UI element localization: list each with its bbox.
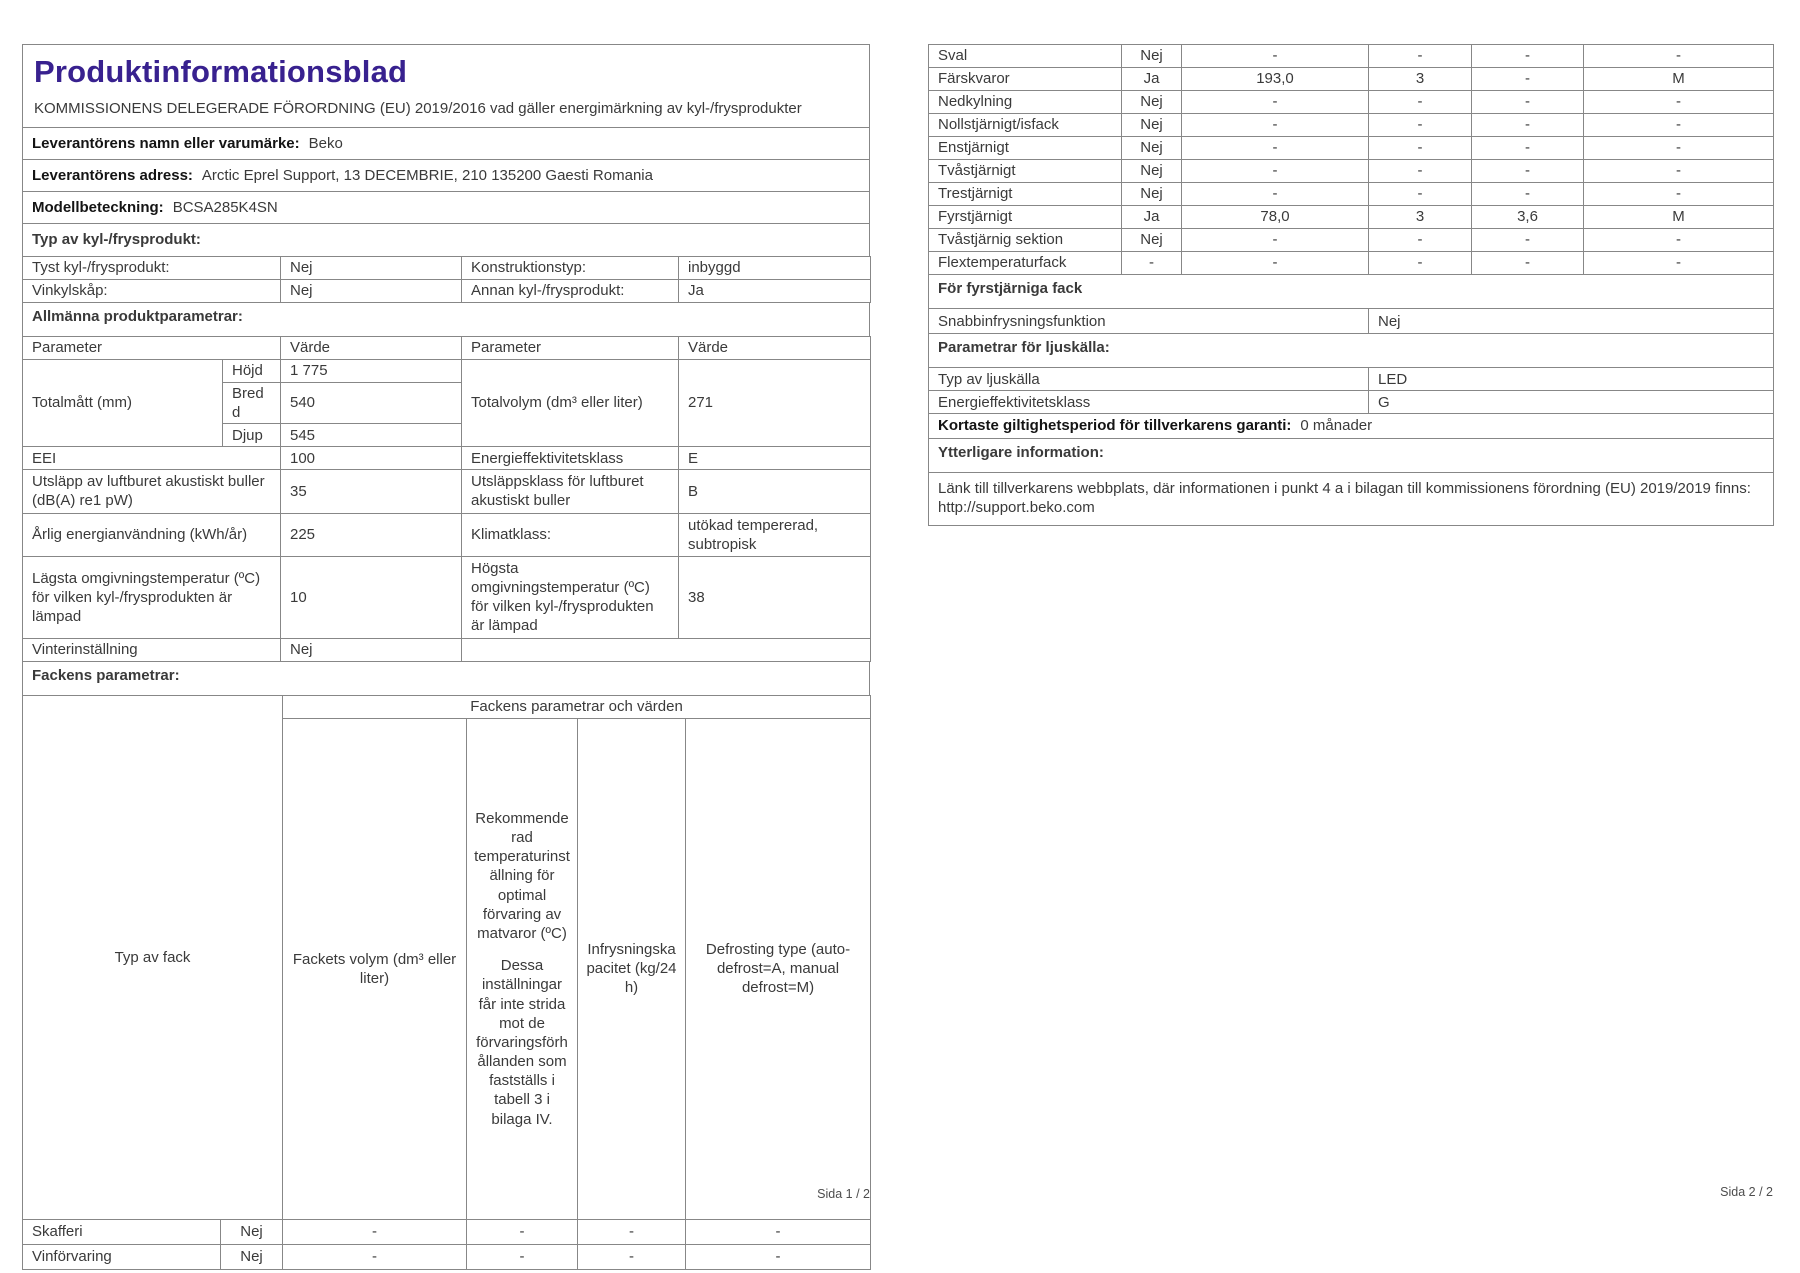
param-value: E (679, 447, 871, 470)
param-value: Ja (679, 279, 871, 302)
compartment-name: Trestjärnigt (929, 183, 1122, 206)
compartment-volume: - (1182, 114, 1369, 137)
dimension-key: Höjd (223, 359, 281, 382)
compartment-defrost: - (1584, 114, 1774, 137)
compartment-volume: - (283, 1244, 467, 1269)
compartment-freezing: - (578, 1244, 686, 1269)
light-class-label: Energieffektivitetsklass (929, 391, 1369, 414)
param-label: Vinterinställning (23, 638, 281, 661)
compartment-name: Färskvaror (929, 68, 1122, 91)
compartment-freezing: - (1472, 137, 1584, 160)
column-header: Parameter (23, 336, 281, 359)
param-label: Vinkylskåp: (23, 279, 281, 302)
param-label: Tyst kyl-/frysprodukt: (23, 256, 281, 279)
table-row (23, 447, 871, 470)
compartments-heading-row (22, 661, 870, 696)
compartment-name: Flextemperaturfack (929, 252, 1122, 275)
compartment-freezing: - (1472, 114, 1584, 137)
total-volume-value: 271 (679, 359, 871, 446)
compartment-name: Sval (929, 45, 1122, 68)
supplier-name-row (22, 127, 870, 160)
compartment-temp: - (1369, 114, 1472, 137)
table-header-row (23, 695, 871, 718)
compartment-present: Ja (1122, 68, 1182, 91)
fast-freeze-value: Nej (1369, 309, 1774, 334)
compartment-freezing: 3,6 (1472, 206, 1584, 229)
light-type-label: Typ av ljuskälla (929, 368, 1369, 391)
section-heading-row (929, 334, 1774, 368)
param-label: Klimatklass: (462, 513, 679, 556)
param-label: Annan kyl-/frysprodukt: (462, 279, 679, 302)
param-value: inbyggd (679, 256, 871, 279)
compartment-present: Nej (1122, 91, 1182, 114)
compartment-temp: - (1369, 45, 1472, 68)
compartment-volume: 78,0 (1182, 206, 1369, 229)
document-title: Produktinformationsblad (34, 54, 408, 89)
param-value: 35 (281, 470, 462, 513)
product-type-heading-row (22, 223, 870, 256)
table-row (23, 359, 871, 382)
compartment-freezing: - (1472, 45, 1584, 68)
compartment-volume: - (1182, 229, 1369, 252)
compartment-present: Nej (1122, 160, 1182, 183)
table-row (23, 638, 871, 661)
compartment-volume: - (1182, 160, 1369, 183)
supplier-name-cell (23, 127, 870, 159)
column-header-volume: Fackets volym (dm³ eller liter) (283, 718, 467, 1219)
compartment-name: Nedkylning (929, 91, 1122, 114)
param-label: Utsläppsklass för luftburet akustiskt buller (462, 470, 679, 513)
section-heading-row (929, 275, 1774, 309)
column-header: Värde (281, 336, 462, 359)
warranty-value: 0 månader (1300, 417, 1373, 435)
compartment-defrost: - (686, 1244, 871, 1269)
document-subtitle: KOMMISSIONENS DELEGERADE FÖRORDNING (EU) 2019/2016 vad gäller energimärkning av kyl-/frysprodukter (34, 99, 802, 117)
param-value: 10 (281, 556, 462, 638)
param-value: Nej (281, 256, 462, 279)
additional-info-heading: Ytterligare information: (929, 438, 1774, 472)
model-row (22, 191, 870, 224)
warranty-label: Kortaste giltighetsperiod för tillverkarens garanti: (938, 417, 1292, 435)
general-heading: Allmänna produktparametrar: (23, 302, 870, 336)
column-header-freezing: Infrysningskapacitet (kg/24 h) (578, 718, 686, 1219)
total-volume-label: Totalvolym (dm³ eller liter) (462, 359, 679, 446)
page-1 (22, 45, 870, 1270)
compartment-name: Skafferi (23, 1219, 221, 1244)
compartment-freezing: - (1472, 68, 1584, 91)
manufacturer-link[interactable]: http://support.beko.com (938, 498, 1095, 516)
param-label: Lägsta omgivningstemperatur (ºC) för vilken kyl-/frysprodukten är lämpad (23, 556, 281, 638)
compartment-defrost: - (1584, 137, 1774, 160)
compartment-present: Nej (221, 1219, 283, 1244)
table-row (929, 137, 1774, 160)
table-row (23, 1219, 871, 1244)
param-label: Energieffektivitetsklass (462, 447, 679, 470)
product-type-table (22, 256, 871, 303)
table-row (929, 183, 1774, 206)
compartment-defrost: - (1584, 91, 1774, 114)
warranty-cell (929, 414, 1774, 438)
light-class-value: G (1369, 391, 1774, 414)
compartment-temp: 3 (1369, 206, 1472, 229)
supplier-address-cell (23, 160, 870, 192)
param-value: utökad tempererad, subtropisk (679, 513, 871, 556)
compartment-temp: 3 (1369, 68, 1472, 91)
compartment-freezing: - (1472, 183, 1584, 206)
page-2-footer: Sida 2 / 2 (1720, 1185, 1773, 1199)
compartment-type-header: Typ av fack (23, 695, 283, 1219)
fast-freeze-label: Snabbinfrysningsfunktion (929, 309, 1369, 334)
compartment-defrost: M (1584, 206, 1774, 229)
compartment-temp: - (1369, 91, 1472, 114)
compartment-present: Nej (1122, 45, 1182, 68)
table-row (23, 513, 871, 556)
column-header: Värde (679, 336, 871, 359)
compartment-defrost: - (1584, 229, 1774, 252)
table-row (929, 472, 1774, 525)
param-value: 225 (281, 513, 462, 556)
page-1-footer: Sida 1 / 2 (817, 1187, 870, 1201)
compartment-freezing: - (1472, 160, 1584, 183)
compartment-temp: - (467, 1244, 578, 1269)
param-label: EEI (23, 447, 281, 470)
param-label: Årlig energianvändning (kWh/år) (23, 513, 281, 556)
supplier-name-value: Beko (308, 134, 343, 152)
compartment-defrost: - (1584, 160, 1774, 183)
compartment-volume: - (1182, 137, 1369, 160)
compartment-defrost: M (1584, 68, 1774, 91)
table-row (23, 256, 871, 279)
general-heading-row (22, 302, 870, 337)
param-value: 100 (281, 447, 462, 470)
compartments-group-header: Fackens parametrar och värden (283, 695, 871, 718)
supplier-name-label: Leverantörens namn eller varumärke: (32, 134, 300, 152)
compartment-volume: - (1182, 252, 1369, 275)
compartment-present: Nej (1122, 137, 1182, 160)
compartment-temp: - (1369, 252, 1472, 275)
supplier-address-row (22, 159, 870, 192)
table-row (929, 229, 1774, 252)
compartment-volume: - (1182, 45, 1369, 68)
dimension-value: 540 (281, 382, 462, 423)
table-row (929, 68, 1774, 91)
column-header-defrost: Defrosting type (auto-defrost=A, manual defrost=M) (686, 718, 871, 1219)
compartment-present: Nej (1122, 229, 1182, 252)
table-row (929, 206, 1774, 229)
compartment-temp: - (1369, 183, 1472, 206)
light-type-value: LED (1369, 368, 1774, 391)
compartments-table-page1 (22, 695, 871, 1270)
model-label: Modellbeteckning: (32, 199, 164, 217)
dimension-key: Djup (223, 424, 281, 447)
light-source-heading: Parametrar för ljuskälla: (929, 334, 1774, 368)
compartment-volume: - (1182, 91, 1369, 114)
model-cell (23, 192, 870, 224)
compartments-heading: Fackens parametrar: (23, 661, 870, 695)
param-label: Konstruktionstyp: (462, 256, 679, 279)
dimension-value: 545 (281, 424, 462, 447)
table-row (929, 91, 1774, 114)
compartment-temp: - (467, 1219, 578, 1244)
table-header-row (23, 336, 871, 359)
param-value: Nej (281, 638, 462, 661)
dimensions-label: Totalmått (mm) (23, 359, 223, 446)
table-row (929, 309, 1774, 334)
table-row (929, 368, 1774, 391)
column-header-temperature (467, 718, 578, 1219)
section-heading-row (929, 438, 1774, 472)
compartment-temp: - (1369, 229, 1472, 252)
compartment-freezing: - (1472, 229, 1584, 252)
title-section (22, 44, 870, 128)
table-row (929, 45, 1774, 68)
compartment-freezing: - (578, 1219, 686, 1244)
column-header: Parameter (462, 336, 679, 359)
compartment-defrost: - (686, 1219, 871, 1244)
temperature-header-note: Dessa inställningar får inte strida mot de förvaringsförhållanden som fastställs i tabell 3 i bilaga IV. (476, 957, 568, 1128)
model-value: BCSA285K4SN (172, 199, 278, 217)
manufacturer-link-cell (929, 472, 1774, 525)
temperature-header-text: Rekommenderad temperaturinställning för optimal förvaring av matvaror (ºC) (474, 809, 570, 942)
compartment-defrost: - (1584, 183, 1774, 206)
compartment-name: Tvåstjärnig sektion (929, 229, 1122, 252)
title-cell (23, 45, 870, 128)
compartment-name: Fyrstjärnigt (929, 206, 1122, 229)
compartment-present: - (1122, 252, 1182, 275)
table-row (23, 470, 871, 513)
param-value: Nej (281, 279, 462, 302)
compartment-name: Vinförvaring (23, 1244, 221, 1269)
table-row (929, 160, 1774, 183)
compartment-present: Nej (221, 1244, 283, 1269)
compartment-volume: - (283, 1219, 467, 1244)
empty-cell (462, 638, 871, 661)
table-row (929, 391, 1774, 414)
compartment-freezing: - (1472, 91, 1584, 114)
table-row (23, 1244, 871, 1269)
compartment-present: Nej (1122, 114, 1182, 137)
supplier-address-label: Leverantörens adress: (32, 167, 193, 185)
compartment-present: Nej (1122, 183, 1182, 206)
compartment-defrost: - (1584, 252, 1774, 275)
compartment-temp: - (1369, 137, 1472, 160)
table-row (929, 252, 1774, 275)
compartments-table-page2 (928, 44, 1774, 526)
manufacturer-link-text: Länk till tillverkarens webbplats, där informationen i punkt 4 a i bilagan till kommissionens förordning (EU) 2019/2019 finns: (938, 479, 1751, 497)
compartment-temp: - (1369, 160, 1472, 183)
table-row (929, 414, 1774, 438)
dimension-value: 1 775 (281, 359, 462, 382)
param-value: B (679, 470, 871, 513)
compartment-volume: 193,0 (1182, 68, 1369, 91)
compartment-freezing: - (1472, 252, 1584, 275)
compartment-volume: - (1182, 183, 1369, 206)
param-label: Utsläpp av luftburet akustiskt buller (dB(A) re1 pW) (23, 470, 281, 513)
four-star-heading: För fyrstjärniga fack (929, 275, 1774, 309)
compartment-name: Nollstjärnigt/isfack (929, 114, 1122, 137)
supplier-address-value: Arctic Eprel Support, 13 DECEMBRIE, 210 135200 Gaesti Romania (201, 167, 653, 185)
table-row (23, 556, 871, 638)
compartment-present: Ja (1122, 206, 1182, 229)
dimension-key: Bredd (223, 382, 281, 423)
page-2 (928, 45, 1773, 526)
compartment-name: Tvåstjärnigt (929, 160, 1122, 183)
param-value: 38 (679, 556, 871, 638)
table-row (23, 279, 871, 302)
compartment-name: Enstjärnigt (929, 137, 1122, 160)
product-type-heading: Typ av kyl-/frysprodukt: (23, 224, 870, 256)
table-row (929, 114, 1774, 137)
general-parameters-table (22, 336, 871, 662)
compartment-defrost: - (1584, 45, 1774, 68)
param-label: Högsta omgivningstemperatur (ºC) för vilken kyl-/frysprodukten är lämpad (462, 556, 679, 638)
